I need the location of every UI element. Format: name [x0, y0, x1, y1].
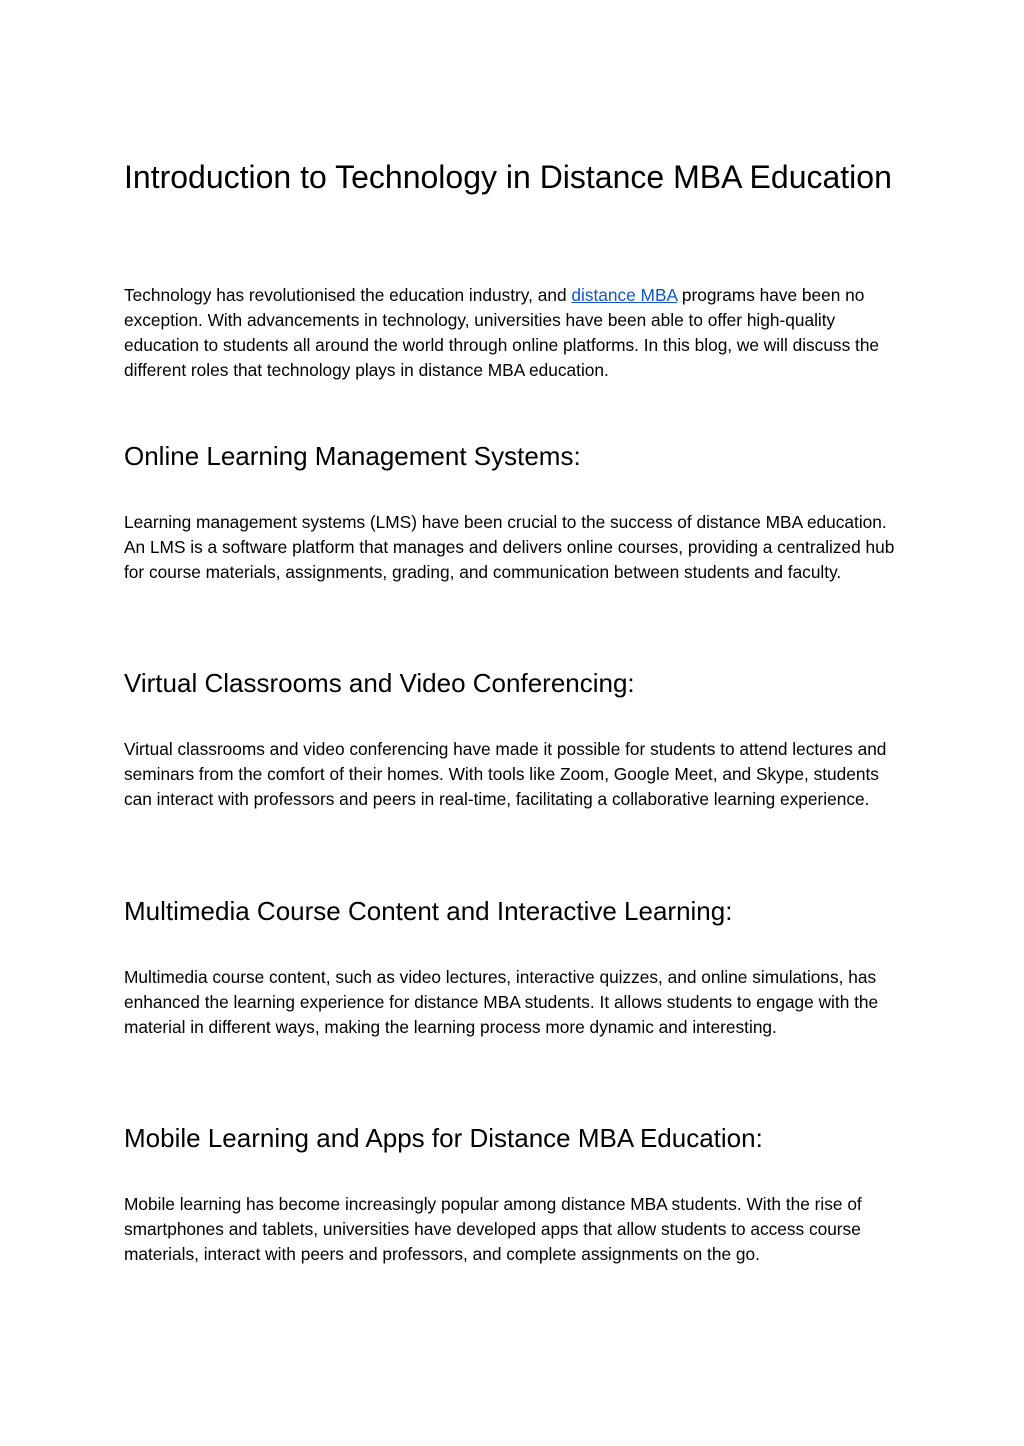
section-heading-lms: Online Learning Management Systems: — [124, 441, 581, 471]
intro-paragraph — [124, 283, 899, 383]
section-body-multimedia: Multimedia course content, such as video lectures, interactive quizzes, and online simulations, has enhanced the learning experience for distance MBA students. It allows students to engage with the material in different ways, making the learning process more dynamic and interesting. — [124, 967, 879, 1037]
intro-text-after-link: programs have been no exception. With advancements in technology, universities have been able to offer high-quality education to students all around the world through online platforms. In this blog, we will discuss the different roles that technology plays in distance MBA education. — [124, 285, 880, 380]
section-heading-virtual-classrooms: Virtual Classrooms and Video Conferencing: — [124, 668, 635, 698]
section-body-lms: Learning management systems (LMS) have been crucial to the success of distance MBA education. An LMS is a software platform that manages and delivers online courses, providing a centralized hub for course materials, assignments, grading, and communication between students and faculty. — [124, 512, 895, 582]
section-body-mobile-learning: Mobile learning has become increasingly popular among distance MBA students. With the rise of smartphones and tablets, universities have developed apps that allow students to access course materials, interact with peers and professors, and complete assignments on the go. — [124, 1194, 862, 1264]
distance-mba-link[interactable]: distance MBA — [571, 285, 678, 305]
intro-text-before-link: Technology has revolutionised the education industry, and — [124, 285, 572, 305]
page-title: Introduction to Technology in Distance MBA Education — [124, 159, 892, 195]
section-heading-mobile-learning: Mobile Learning and Apps for Distance MBA Education: — [124, 1123, 763, 1153]
section-body-virtual-classrooms: Virtual classrooms and video conferencing have made it possible for students to attend lectures and seminars from the comfort of their homes. With tools like Zoom, Google Meet, and Skype, students can interact with professors and peers in real-time, facilitating a collaborative learning experience. — [124, 739, 887, 809]
section-heading-multimedia: Multimedia Course Content and Interactive Learning: — [124, 896, 733, 926]
